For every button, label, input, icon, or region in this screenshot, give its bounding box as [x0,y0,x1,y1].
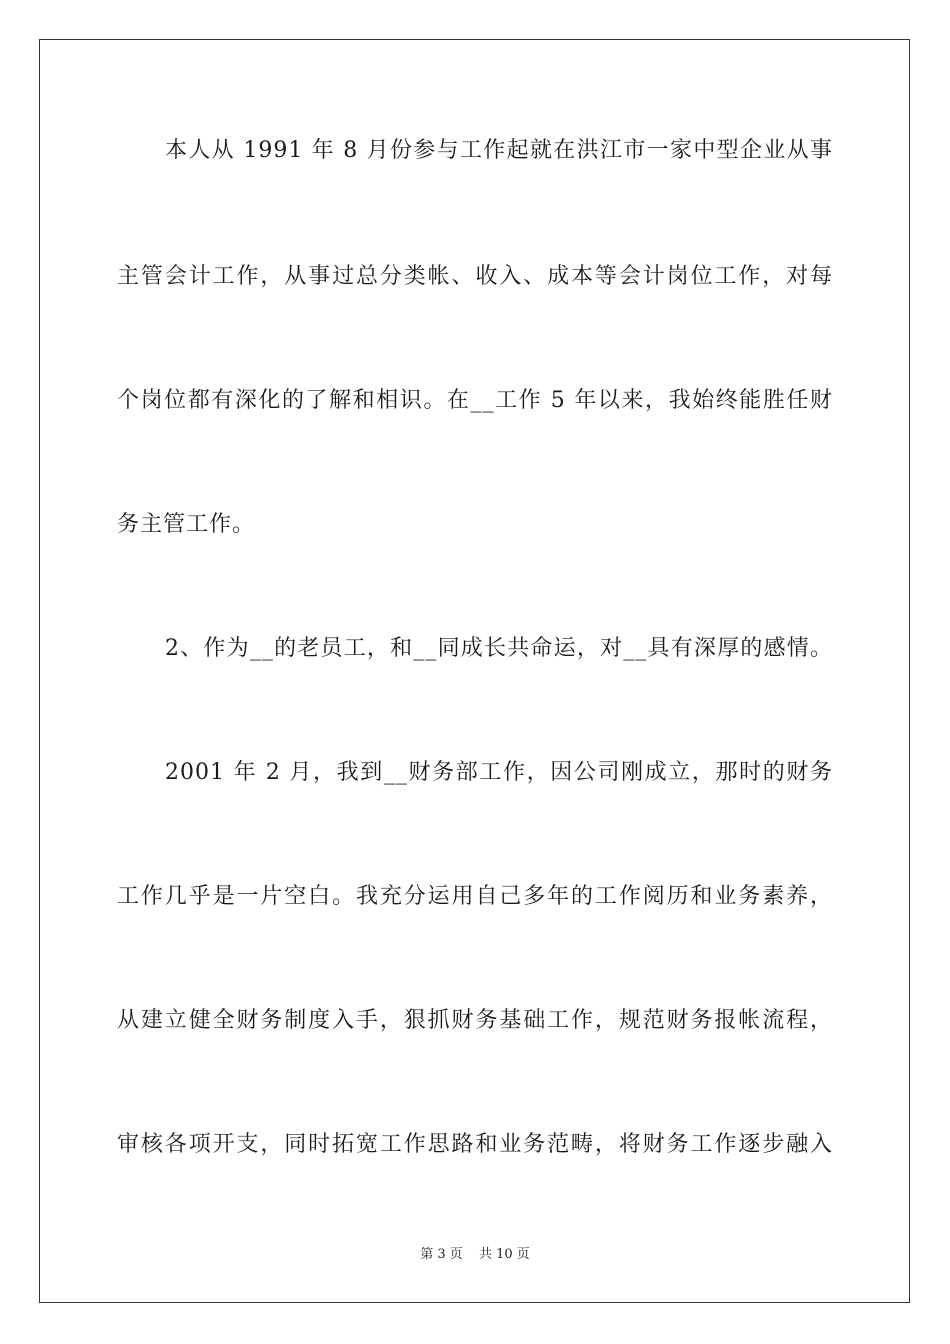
page-count: 共 10 页 [478,1247,530,1262]
text-line-9: 审核各项开支，同时拓宽工作思路和业务范畴，将财务工作逐步融入 [117,1132,833,1157]
text-line-5: 2、作为__的老员工，和__同成长共命运，对__具有深厚的感情。 [165,636,833,661]
text-line-4: 务主管工作。 [117,512,256,537]
text-line-2: 主管会计工作，从事过总分类帐、收入、成本等会计岗位工作，对每 [117,264,833,289]
text-line-7: 工作几乎是一片空白。我充分运用自己多年的工作阅历和业务素养， [117,884,833,909]
text-line-3: 个岗位都有深化的了解和相识。在__工作 5 年以来，我始终能胜任财 [117,388,833,413]
text-line-8: 从建立健全财务制度入手，狠抓财务基础工作，规范财务报帐流程， [117,1008,833,1033]
page-number: 第 3 页 [420,1247,463,1262]
page-footer [0,1245,950,1265]
page-border [39,39,910,1303]
text-line-6: 2001 年 2 月，我到__财务部工作，因公司刚成立，那时的财务 [165,760,833,785]
text-line-1: 本人从 1991 年 8 月份参与工作起就在洪江市一家中型企业从事 [165,138,833,163]
